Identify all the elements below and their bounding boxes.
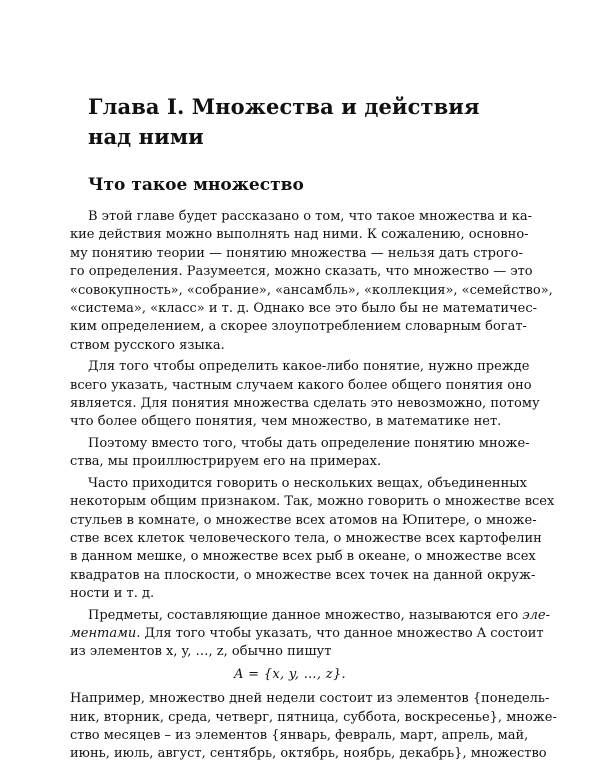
text-line [70, 625, 544, 643]
text-line: всего указать, частным случаем какого более общего понятия оно [70, 377, 532, 393]
text-line: кие действия можно выполнять над ними. К сожалению, основно- [70, 227, 529, 243]
text-line: в данном мешке, о множестве всех рыб в океане, о множестве всех [70, 549, 536, 565]
chapter-title-line-2: над ними [88, 124, 204, 149]
text-fragment: . Для того чтобы указать, что данное множество A состоит [136, 625, 544, 641]
text-line: «система», «класс» и т. д. Однако все это было бы не математичес- [70, 301, 538, 317]
text-line: ности и т. д. [70, 586, 155, 602]
paragraph-3 [70, 435, 530, 472]
text-line: «совокупность», «собрание», «ансамбль», «коллекция», «семейство», [70, 282, 553, 298]
chapter-title-line-1: Глава I. Множества и действия [88, 94, 480, 119]
text-line: некоторым общим признаком. Так, можно говорить о множестве всех [70, 494, 555, 510]
section-title: Что такое множество [88, 175, 304, 195]
text-line: июнь, июль, август, сентябрь, октябрь, ноябрь, декабрь}, множество [70, 746, 547, 762]
text-line: Например, множество дней недели состоит из элементов {понедель- [70, 691, 550, 707]
text-line: му понятию теории — понятию множества — нельзя дать строго- [70, 245, 523, 261]
text-line: стве всех клеток человеческого тела, о множестве всех картофелин [70, 530, 542, 546]
text-line: Поэтому вместо того, чтобы дать определение понятию множе- [88, 435, 530, 451]
paragraph-2 [70, 358, 540, 432]
term-elements-part-1: эле- [522, 607, 551, 623]
text-line: является. Для понятия множества сделать это невозможно, потому [70, 396, 540, 412]
term-elements-part-2: ментами [70, 625, 137, 641]
text-line: ством русского языка. [70, 337, 225, 353]
paragraph-1 [70, 208, 553, 355]
text-line [70, 607, 551, 625]
paragraph-4 [70, 475, 555, 604]
paragraph-6 [70, 690, 557, 764]
set-formula: A = {x, y, …, z}. [234, 666, 346, 682]
paragraph-5 [70, 607, 551, 685]
text-line: В этой главе будет рассказано о том, что такое множества и ка- [88, 209, 533, 224]
text-line: ства, мы проиллюстрируем его на примерах. [70, 454, 382, 470]
text-line: ство месяцев – из элементов {январь, февраль, март, апрель, май, [70, 727, 529, 743]
text-line: Часто приходится говорить о нескольких вещах, объединенных [88, 475, 527, 491]
text-line: ник, вторник, среда, четверг, пятница, суббота, воскресенье}, множе- [70, 709, 557, 725]
text-line: квадратов на плоскости, о множестве всех точек на данной окруж- [70, 567, 536, 583]
text-line: ким определением, а скорее злоупотреблением словарным богат- [70, 319, 527, 335]
text-line: из элементов x, y, …, z, обычно пишут [70, 644, 332, 660]
chapter-title [88, 92, 518, 152]
text-line: го определения. Разумеется, можно сказать, что множество — это [70, 264, 533, 280]
body-text [70, 208, 557, 767]
text-line: стульев в комнате, о множестве всех атомов на Юпитере, о множе- [70, 512, 537, 528]
text-fragment: Предметы, составляющие данное множество, называются его [88, 607, 523, 623]
text-line: Для того чтобы определить какое-либо понятие, нужно прежде [88, 359, 530, 375]
text-line: что более общего понятия, чем множество, в математике нет. [70, 414, 502, 430]
